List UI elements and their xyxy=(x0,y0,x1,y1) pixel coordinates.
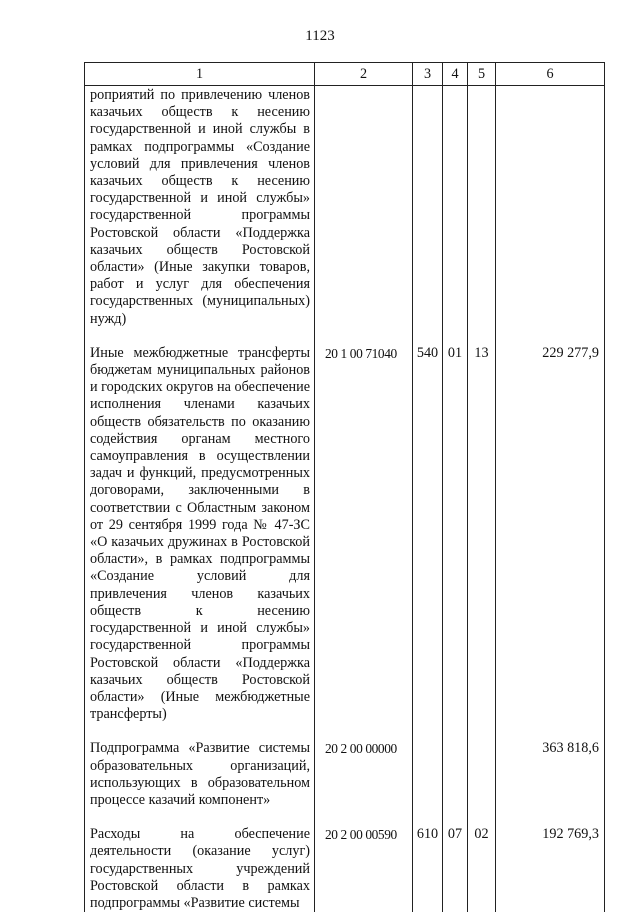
column-header-2: 2 xyxy=(315,63,413,86)
row-pr: 02 xyxy=(468,826,496,912)
row-name: Подпрограмма «Развитие системы образовательных организаций, использующих в образовательном процессе казачий компонент» xyxy=(85,740,315,826)
row-sum: 192 769,3 xyxy=(496,826,605,912)
table-row xyxy=(85,826,605,912)
row-sum: 229 277,9 xyxy=(496,345,605,740)
row-code: 20 2 00 00590 xyxy=(315,826,413,912)
row-pr xyxy=(468,740,496,826)
column-header-1: 1 xyxy=(85,63,315,86)
row-name: Иные межбюджетные трансферты бюджетам муниципальных районов и городских округов на обеспечение исполнения членами казачьих обществ обязательств по оказанию содействия органам местного самоуправления в осуществлении задач и функций, предусмотренных договорами, заключенными в соответствии с Областным законом от 29 сентября 1999 года № 47-ЗС «О казачьих дружинах в Ростовской области», в рамках подпрограммы «Создание условий для привлечения членов казачьих обществ к несению государственной и иной службы» государственной программы Ростовской области «Поддержка казачьих обществ Ростовской области» (Иные межбюджетные трансферты) xyxy=(85,345,315,740)
row-rz xyxy=(443,86,468,345)
row-vr xyxy=(413,86,443,345)
row-name: роприятий по привлечению членов казачьих обществ к несению государственной и иной службы в рамках подпрограммы «Создание условий для привлечения членов казачьих обществ к несению государственной и иной службы» государственной программы Ростовской области «Поддержка казачьих обществ Ростовской области» (Иные закупки товаров, работ и услуг для обеспечения государственных (муниципальных) нужд) xyxy=(85,86,315,345)
row-code xyxy=(315,86,413,345)
column-header-3: 3 xyxy=(413,63,443,86)
page-number: 1123 xyxy=(305,28,335,44)
row-code: 20 2 00 00000 xyxy=(315,740,413,826)
column-header-5: 5 xyxy=(468,63,496,86)
table-row xyxy=(85,740,605,826)
column-header-6: 6 xyxy=(496,63,605,86)
row-vr xyxy=(413,740,443,826)
table-row xyxy=(85,86,605,345)
row-code: 20 1 00 71040 xyxy=(315,345,413,740)
table-header-row xyxy=(85,63,605,86)
row-rz: 01 xyxy=(443,345,468,740)
row-rz xyxy=(443,740,468,826)
row-pr: 13 xyxy=(468,345,496,740)
column-header-4: 4 xyxy=(443,63,468,86)
budget-table xyxy=(84,62,605,912)
row-vr: 610 xyxy=(413,826,443,912)
table-row xyxy=(85,345,605,740)
row-sum xyxy=(496,86,605,345)
row-pr xyxy=(468,86,496,345)
row-vr: 540 xyxy=(413,345,443,740)
row-name: Расходы на обеспечение деятельности (оказание услуг) государственных учреждений Ростовской области в рамках подпрограммы «Развитие системы xyxy=(85,826,315,912)
row-sum: 363 818,6 xyxy=(496,740,605,826)
row-rz: 07 xyxy=(443,826,468,912)
